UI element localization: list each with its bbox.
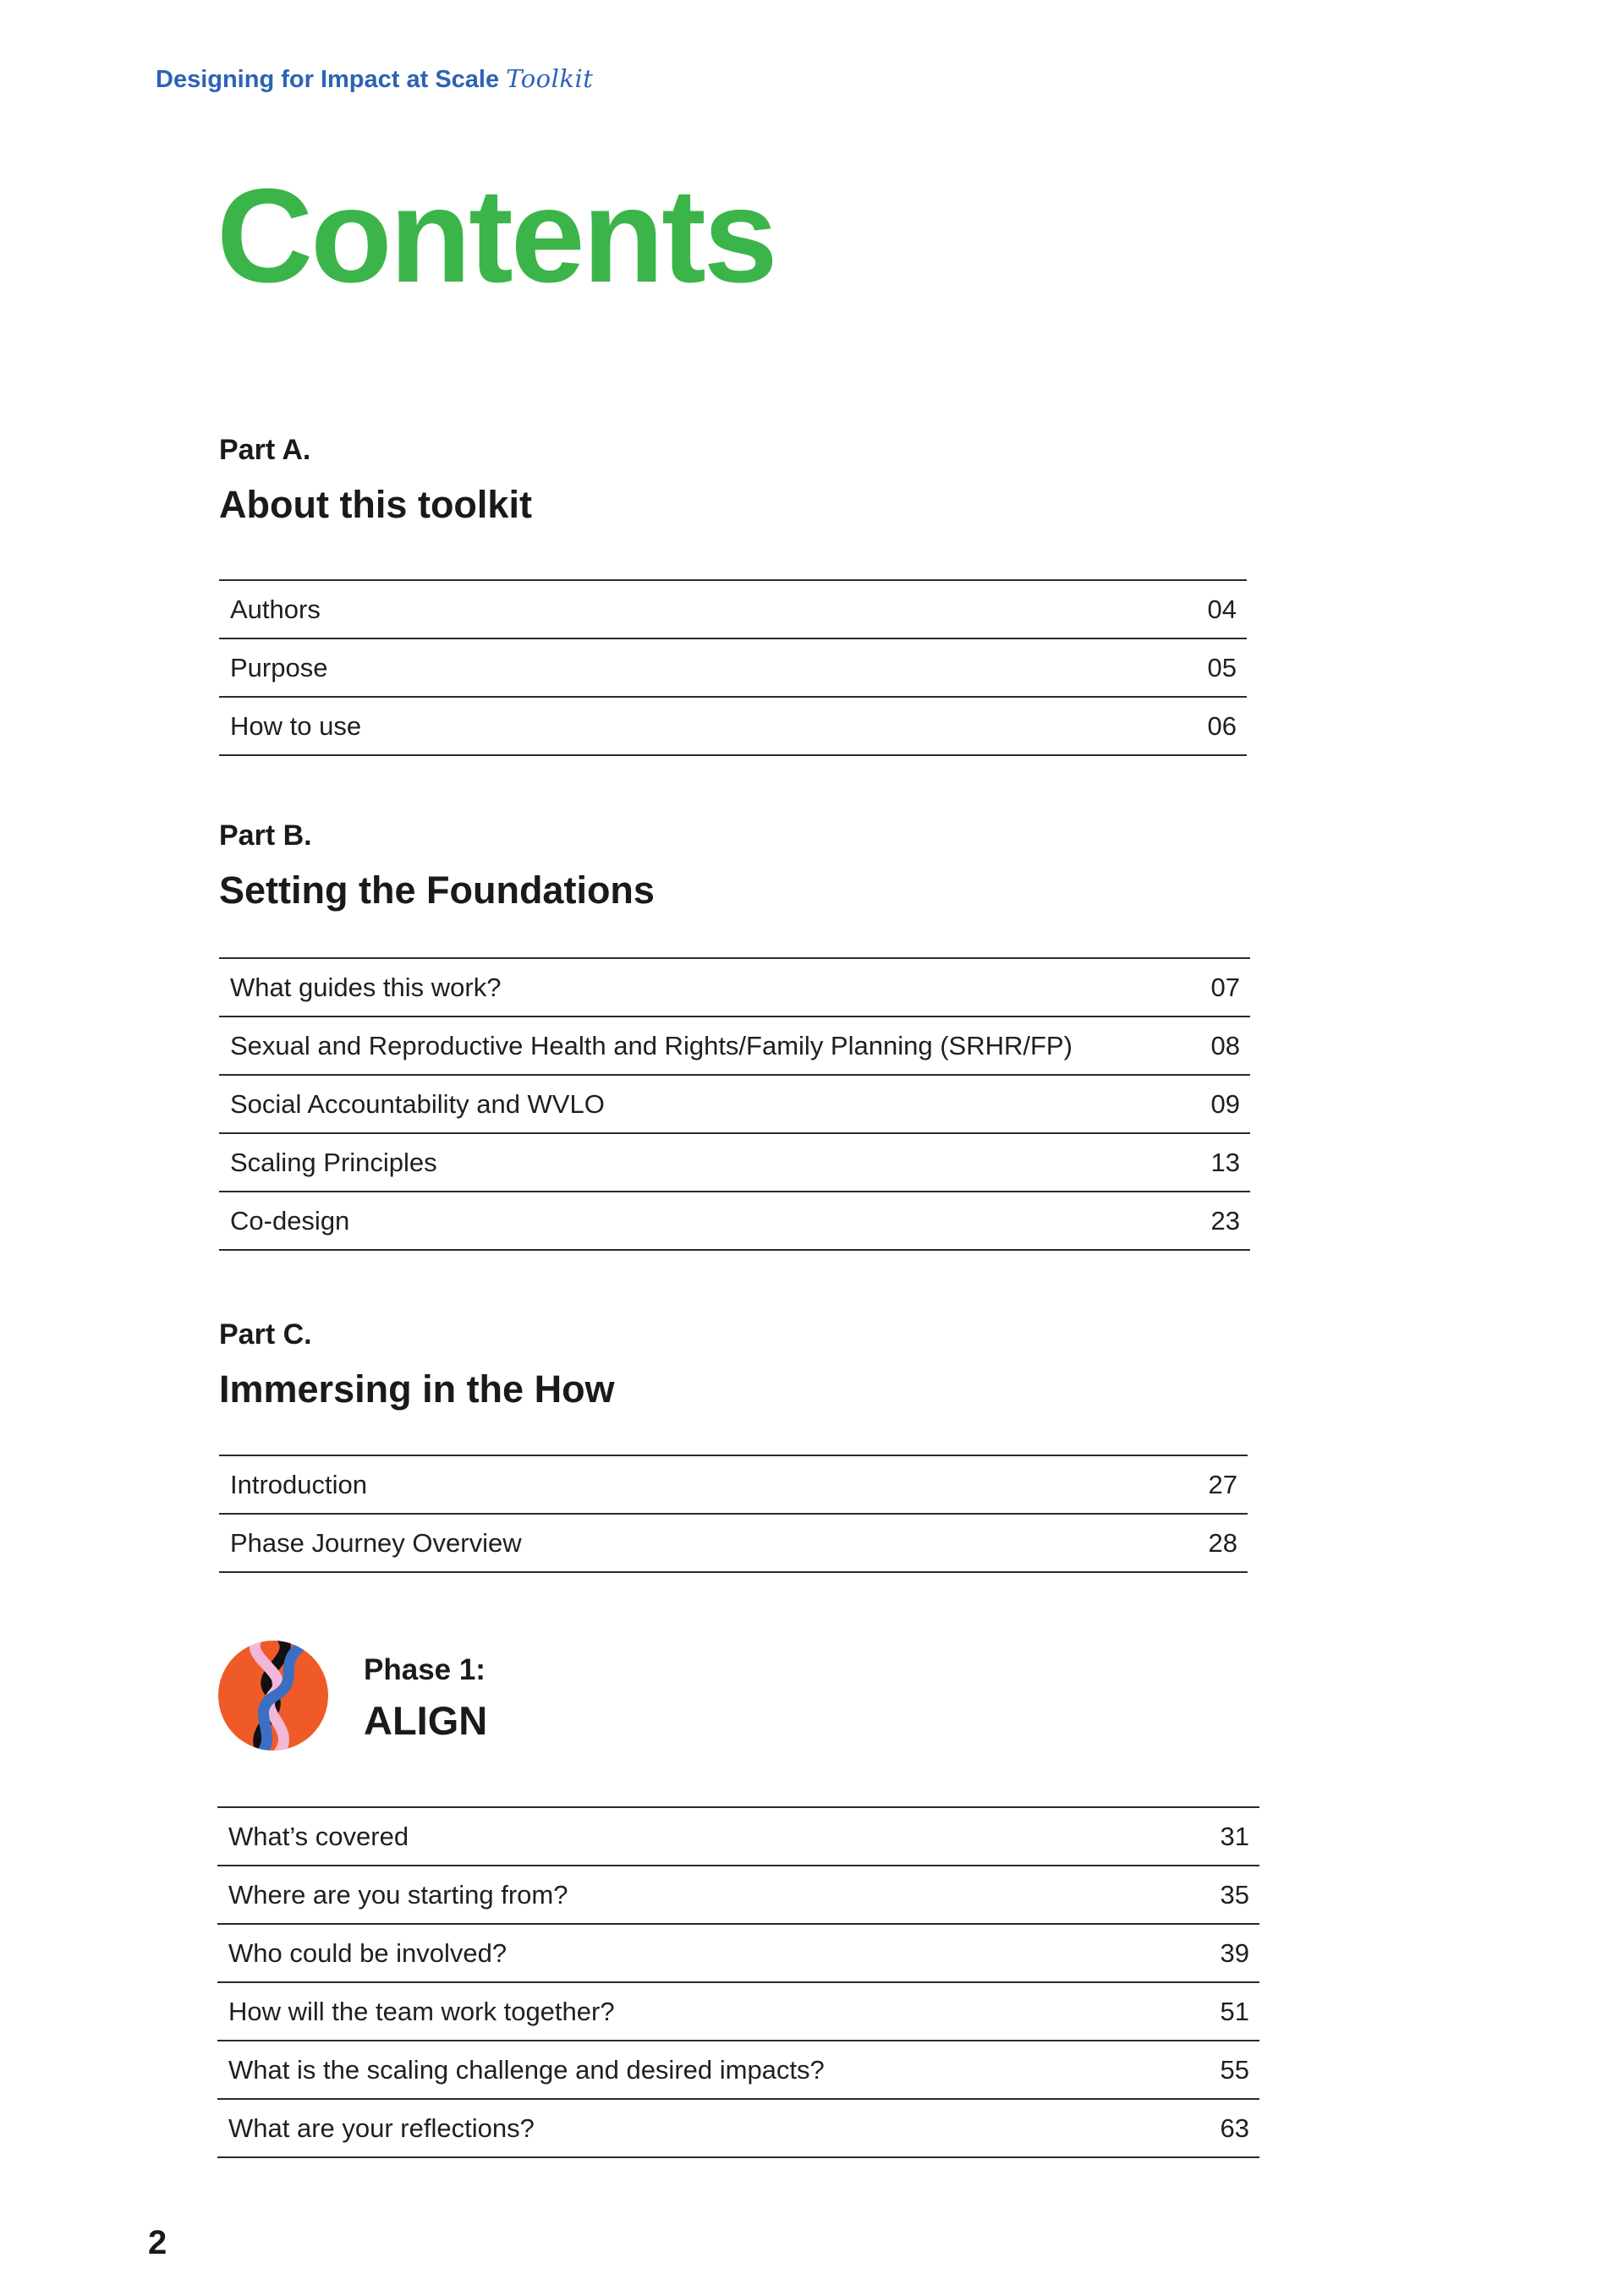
part-b-heading [219, 819, 655, 913]
toc-entry-page: 05 [1207, 652, 1237, 682]
toc-entry-label: Introduction [230, 1469, 367, 1499]
toc-entry-page: 06 [1207, 710, 1237, 741]
toc-row[interactable] [219, 1456, 1248, 1515]
part-c-heading [219, 1318, 615, 1412]
toc-entry-label: Sexual and Reproductive Health and Rights/Family Planning (SRHR/FP) [230, 1030, 1073, 1060]
toc-entry-label: Co-design [230, 1205, 350, 1236]
toc-entry-label: What are your reflections? [228, 2112, 535, 2143]
toc-entry-page: 13 [1210, 1147, 1240, 1177]
toc-entry-page: 04 [1207, 594, 1237, 624]
phase-1-label: Phase 1: [364, 1653, 486, 1686]
toc-entry-page: 63 [1220, 2112, 1249, 2143]
toc-entry-label: How will the team work together? [228, 1996, 615, 2026]
toc-entry-page: 07 [1210, 972, 1240, 1002]
toc-entry-label: Authors [230, 594, 321, 624]
phase-1-heading [364, 1653, 487, 1745]
toc-row[interactable] [219, 1076, 1250, 1134]
toc-entry-label: What’s covered [228, 1821, 409, 1851]
toc-entry-label: What guides this work? [230, 972, 502, 1002]
toc-entry-page: 08 [1210, 1030, 1240, 1060]
toc-entry-page: 31 [1220, 1821, 1249, 1851]
toc-entry-label: Social Accountability and WVLO [230, 1088, 605, 1119]
toc-entry-label: What is the scaling challenge and desired impacts? [228, 2054, 825, 2085]
toc-row[interactable] [219, 1515, 1248, 1573]
toc-row[interactable] [217, 2041, 1259, 2100]
toc-entry-page: 09 [1210, 1088, 1240, 1119]
toc-entry-label: Scaling Principles [230, 1147, 437, 1177]
toc-row[interactable] [217, 1983, 1259, 2041]
phase-1-toc [217, 1806, 1259, 2158]
toc-entry-page: 51 [1220, 1996, 1249, 2026]
toc-row[interactable] [219, 581, 1247, 639]
page-title: Contents [217, 162, 776, 310]
toc-row[interactable] [219, 1017, 1250, 1076]
toc-row[interactable] [217, 1925, 1259, 1983]
part-a-title: About this toolkit [219, 483, 532, 526]
toc-entry-label: Phase Journey Overview [230, 1527, 522, 1558]
toc-row[interactable] [217, 1866, 1259, 1925]
part-b-toc [219, 957, 1250, 1251]
toc-row[interactable] [219, 1134, 1250, 1192]
toc-row[interactable] [219, 698, 1247, 756]
toc-row[interactable] [219, 959, 1250, 1017]
part-a-heading [219, 433, 532, 528]
toc-row[interactable] [219, 1192, 1250, 1251]
header-script-label: Toolkit [506, 64, 594, 93]
braided-strands-icon [218, 1641, 328, 1751]
toc-entry-page: 35 [1220, 1879, 1249, 1910]
toc-row[interactable] [217, 1808, 1259, 1866]
page-number: 2 [148, 2224, 167, 2261]
toc-entry-label: Purpose [230, 652, 328, 682]
toc-entry-label: Who could be involved? [228, 1937, 508, 1968]
toc-entry-page: 23 [1210, 1205, 1240, 1236]
toc-entry-page: 27 [1208, 1469, 1237, 1499]
part-c-title: Immersing in the How [219, 1367, 615, 1411]
toc-row[interactable] [219, 639, 1247, 698]
toc-entry-label: How to use [230, 710, 362, 741]
toc-row[interactable] [217, 2100, 1259, 2158]
header-title: Designing for Impact at Scale [156, 66, 500, 93]
part-a-label: Part A. [219, 434, 311, 466]
part-c-label: Part C. [219, 1318, 312, 1351]
part-c-toc [219, 1455, 1248, 1573]
phase-1-title: ALIGN [364, 1698, 488, 1743]
toc-entry-page: 28 [1208, 1527, 1237, 1558]
toc-entry-page: 39 [1220, 1937, 1249, 1968]
part-b-title: Setting the Foundations [219, 869, 655, 912]
document-header [156, 64, 593, 94]
part-a-toc [219, 579, 1247, 756]
toc-entry-page: 55 [1220, 2054, 1249, 2085]
toc-entry-label: Where are you starting from? [228, 1879, 568, 1910]
part-b-label: Part B. [219, 819, 312, 852]
